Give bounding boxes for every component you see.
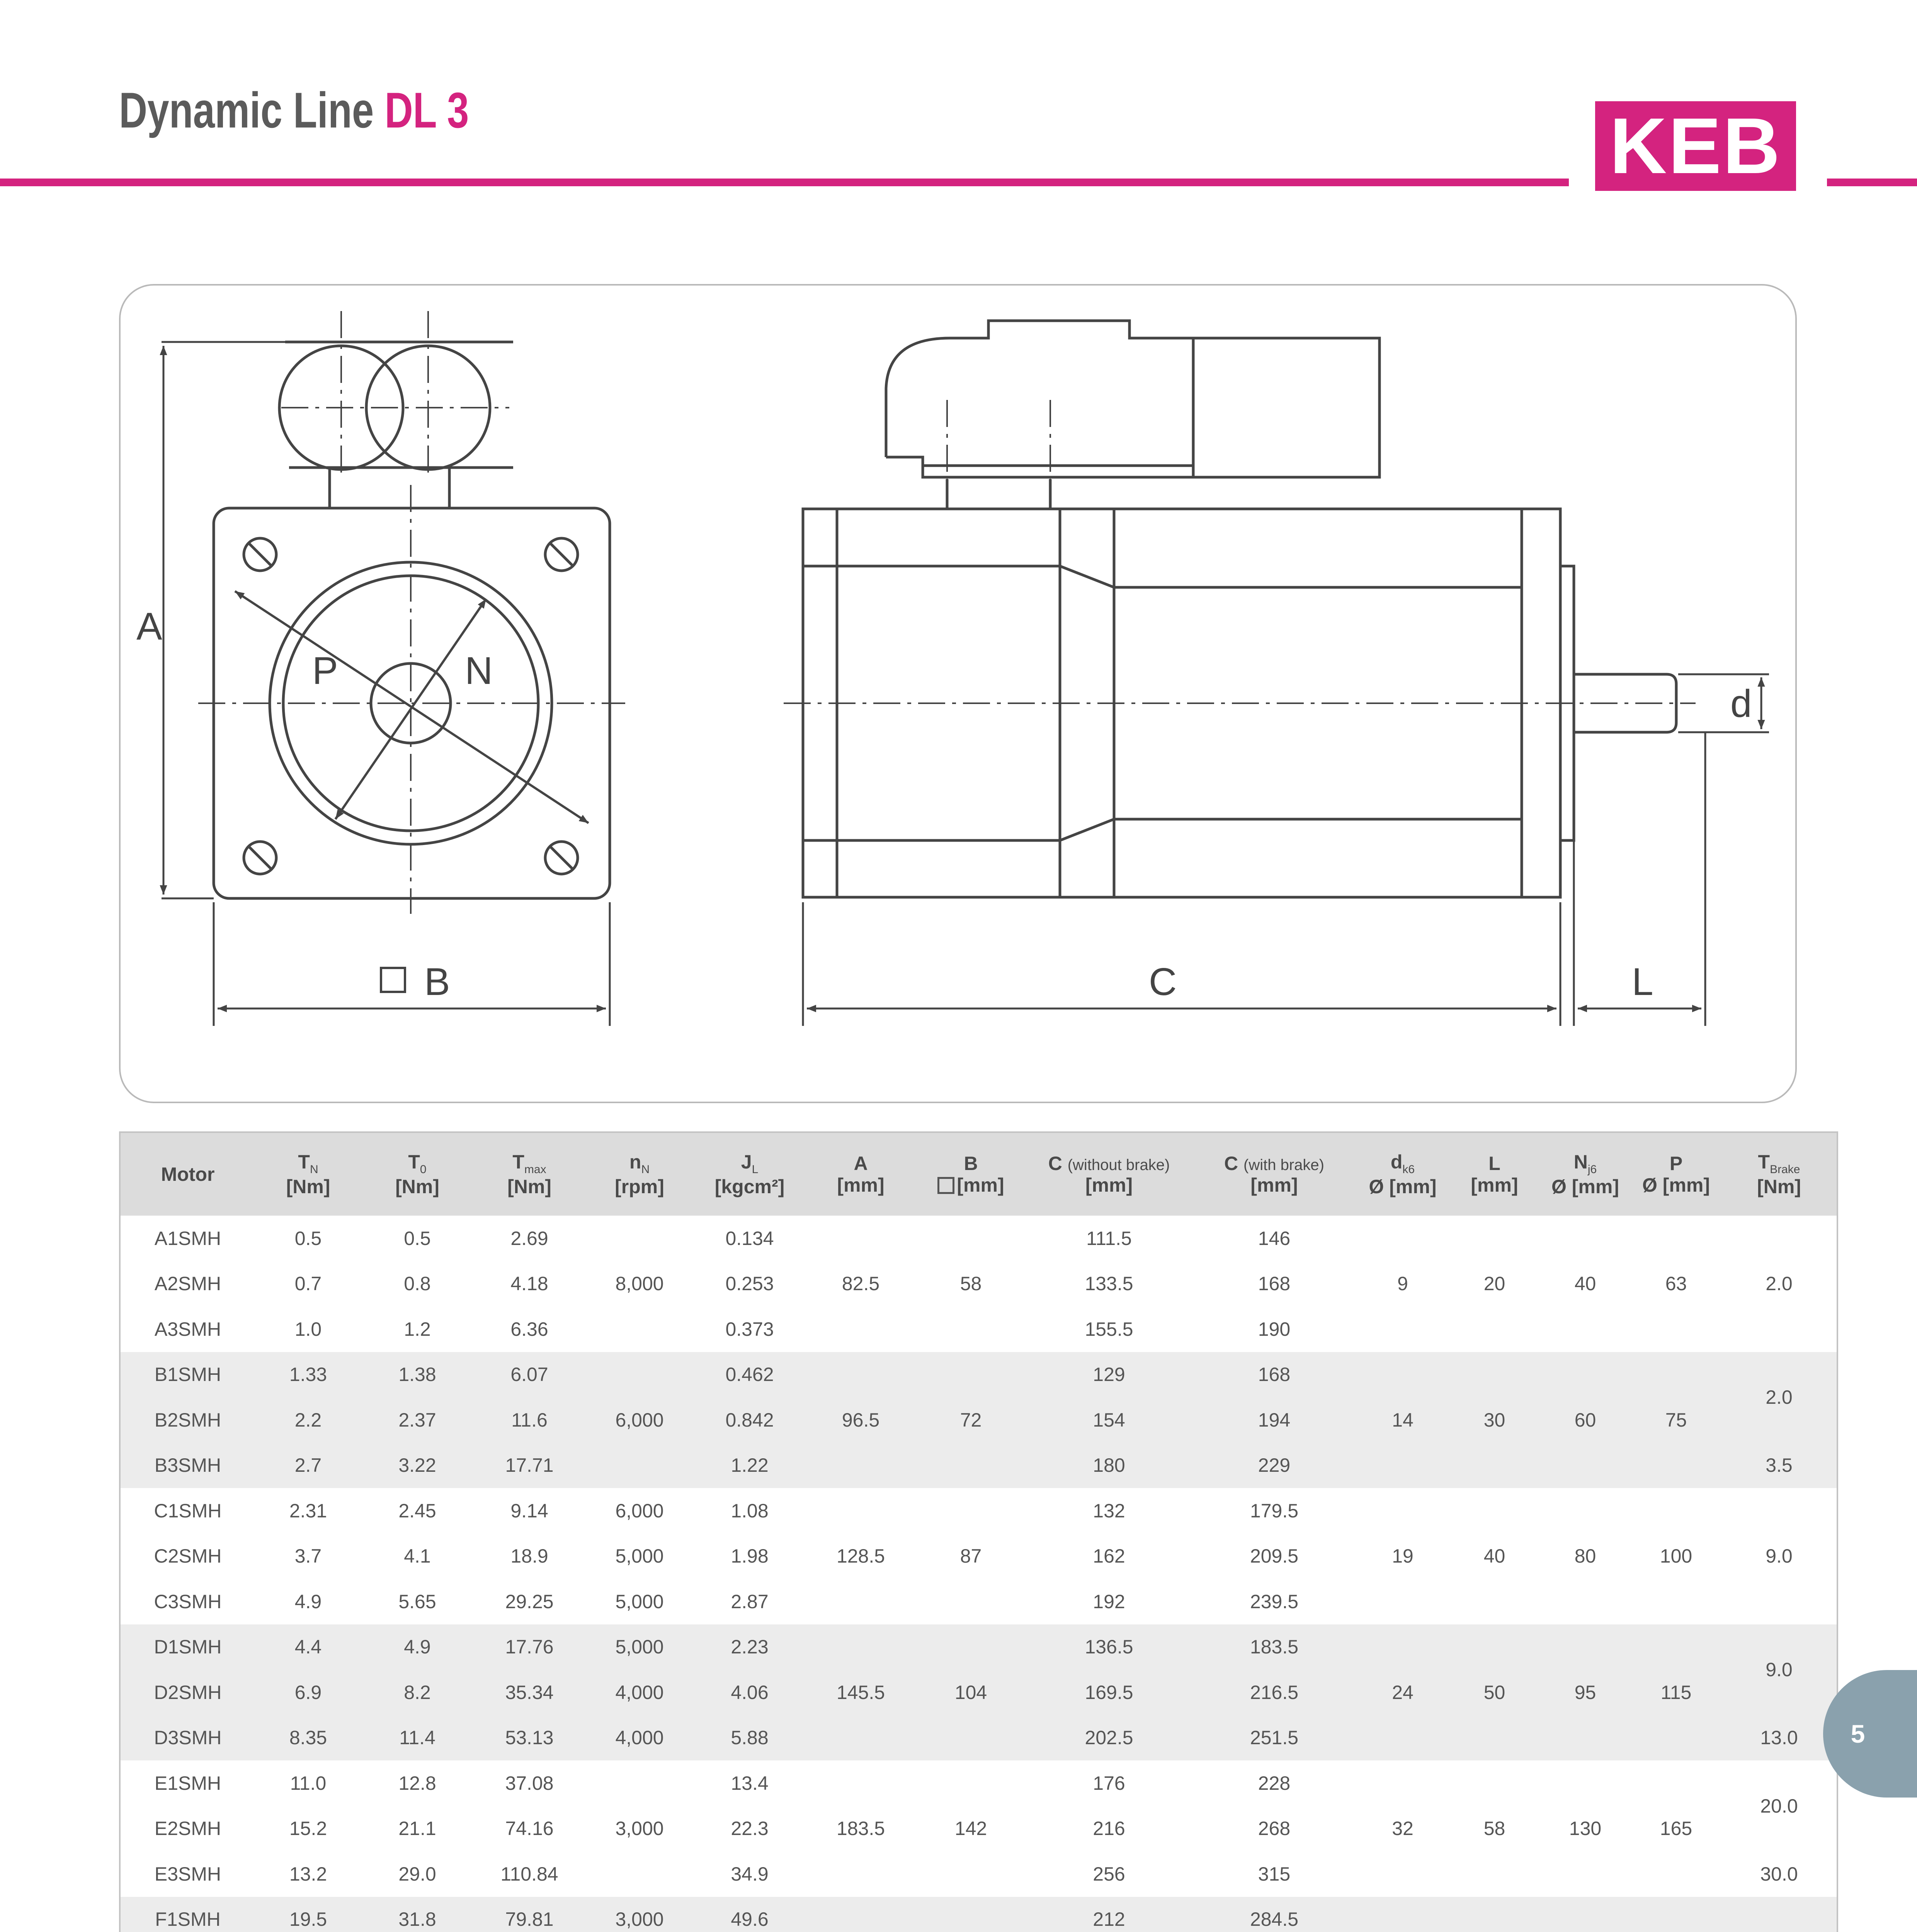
cell-l: 50	[1449, 1624, 1540, 1761]
cell-t0: 21.1	[398, 1818, 436, 1840]
header-text: d	[1390, 1151, 1403, 1173]
cell-c-without-brake: 202.5	[1026, 1715, 1192, 1761]
cell-jl: 34.9	[731, 1863, 769, 1885]
col-d	[1356, 1132, 1449, 1216]
header-text: max	[524, 1163, 546, 1176]
header-text: Ø [mm]	[1551, 1176, 1619, 1198]
table-row	[120, 1216, 1837, 1261]
cell-a: 128.5	[836, 1545, 885, 1567]
col-nn	[585, 1132, 694, 1216]
cell-tmax: 79.81	[473, 1897, 585, 1932]
cell-c-with-brake: 239.5	[1250, 1590, 1299, 1612]
table-row	[120, 1760, 1837, 1806]
cell-tmax: 18.9	[510, 1545, 548, 1567]
cell-tn: 1.33	[255, 1352, 361, 1398]
cell-p	[1631, 1897, 1721, 1932]
cell-c-without-brake: 162	[1093, 1545, 1125, 1567]
cell-c-without-brake: 212	[1026, 1897, 1192, 1932]
cell-c-with-brake: 168	[1192, 1352, 1356, 1398]
cell-tbrake	[1721, 1897, 1837, 1932]
cell-l: 58	[1483, 1818, 1505, 1840]
cell-tbrake: 2.0	[1766, 1273, 1793, 1295]
header-text: L	[752, 1163, 759, 1176]
cell-tn: 8.35	[255, 1715, 361, 1761]
cell-c-with-brake: 209.5	[1250, 1545, 1299, 1567]
header-text: 0	[420, 1163, 427, 1176]
cell-nn: 3,000	[615, 1818, 664, 1840]
page-title	[119, 81, 469, 139]
cell-c-with-brake: 146	[1258, 1227, 1291, 1249]
cell-tmax: 110.84	[500, 1863, 558, 1885]
cell-d: 24	[1356, 1624, 1449, 1761]
cell-motor: E3SMH	[154, 1863, 221, 1885]
header-text: Ø [mm]	[1369, 1176, 1437, 1198]
header-text: [rpm]	[615, 1176, 664, 1198]
cell-a: 82.5	[842, 1273, 880, 1295]
motor-dimension-drawing	[119, 284, 1797, 1103]
header-text: k6	[1402, 1163, 1415, 1176]
cell-c-without-brake: 129	[1026, 1352, 1192, 1398]
cell-t0: 31.8	[361, 1897, 473, 1932]
cell-tmax: 29.25	[505, 1590, 554, 1612]
cell-c-with-brake: 251.5	[1192, 1715, 1356, 1761]
col-c-without-brake	[1026, 1132, 1192, 1216]
cell-tn: 13.2	[289, 1863, 327, 1885]
cell-tn: 2.31	[289, 1500, 327, 1522]
plug-connector	[1193, 338, 1379, 477]
cell-motor: B2SMH	[120, 1397, 255, 1443]
header-text: B	[964, 1153, 978, 1174]
cell-tn: 2.7	[255, 1443, 361, 1488]
cell-tn: 2.2	[255, 1397, 361, 1443]
cell-tmax: 17.71	[473, 1443, 585, 1488]
cell-motor: C3SMH	[154, 1590, 222, 1612]
cell-c-without-brake: 180	[1026, 1443, 1192, 1488]
cell-nn: 5,000	[615, 1590, 664, 1612]
col-tn	[255, 1132, 361, 1216]
cell-n: 60	[1540, 1352, 1631, 1488]
header-text: Ø [mm]	[1642, 1174, 1710, 1196]
cell-tbrake: 2.0	[1721, 1352, 1837, 1443]
cell-jl: 4.06	[694, 1670, 806, 1715]
cell-jl: 2.23	[694, 1624, 806, 1670]
cell-jl: 0.462	[694, 1352, 806, 1398]
cell-c-without-brake: 133.5	[1085, 1273, 1133, 1295]
label-a: A	[136, 605, 162, 648]
header-text: [kgcm²]	[714, 1176, 785, 1198]
cell-nn: 4,000	[585, 1715, 694, 1761]
cell-motor: E1SMH	[154, 1772, 221, 1794]
cell-tn: 11.0	[290, 1772, 327, 1794]
header-text: [mm]	[837, 1174, 885, 1196]
cell-t0: 3.22	[361, 1443, 473, 1488]
header-text: [mm]	[1250, 1174, 1298, 1196]
cell-c-with-brake: 284.5	[1192, 1897, 1356, 1932]
title-main: Dynamic Line	[119, 82, 374, 138]
cell-c-with-brake: 228	[1258, 1772, 1291, 1794]
cell-b: 104	[916, 1624, 1026, 1761]
header-text: T	[1758, 1151, 1770, 1173]
cell-t0: 4.9	[361, 1624, 473, 1670]
cell-a: 96.5	[806, 1352, 916, 1488]
cell-motor: F1SMH	[120, 1897, 255, 1932]
cell-jl: 13.4	[731, 1772, 769, 1794]
label-b: B	[424, 960, 450, 1003]
cell-c-without-brake: 132	[1093, 1500, 1125, 1522]
cell-b	[916, 1897, 1026, 1932]
cell-tmax: 37.08	[505, 1772, 554, 1794]
table-header-row	[120, 1132, 1837, 1216]
cell-t0: 0.5	[404, 1227, 431, 1249]
cell-p: 75	[1631, 1352, 1721, 1488]
cell-l: 30	[1449, 1352, 1540, 1488]
cell-n: 40	[1574, 1273, 1596, 1295]
square-icon	[937, 1177, 954, 1194]
header-text: N	[641, 1163, 650, 1176]
cell-c-with-brake: 268	[1258, 1818, 1291, 1840]
table-body	[120, 1216, 1837, 1932]
cell-jl: 0.253	[725, 1273, 774, 1295]
cell-tbrake: 9.0	[1721, 1624, 1837, 1715]
cell-c-without-brake: 155.5	[1085, 1318, 1133, 1340]
cell-t0: 1.38	[361, 1352, 473, 1398]
col-p	[1631, 1132, 1721, 1216]
cell-jl: 1.22	[694, 1443, 806, 1488]
cell-c-without-brake: 169.5	[1026, 1670, 1192, 1715]
cell-a: 183.5	[836, 1818, 885, 1840]
cell-t0: 2.45	[398, 1500, 436, 1522]
cell-c-with-brake: 179.5	[1250, 1500, 1299, 1522]
cell-nn: 5,000	[615, 1545, 664, 1567]
col-motor-label: Motor	[161, 1163, 215, 1185]
cell-n: 95	[1540, 1624, 1631, 1761]
cell-t0: 8.2	[361, 1670, 473, 1715]
header-text: [Nm]	[1757, 1176, 1801, 1198]
header-text: [mm]	[957, 1174, 1004, 1196]
cell-tn: 19.5	[255, 1897, 361, 1932]
cell-t0: 2.37	[361, 1397, 473, 1443]
cell-c-with-brake: 194	[1192, 1397, 1356, 1443]
cell-c-without-brake: 154	[1026, 1397, 1192, 1443]
cell-motor: B1SMH	[120, 1352, 255, 1398]
front-centerlines	[198, 311, 625, 914]
keb-logo	[1595, 101, 1796, 191]
cell-c-without-brake: 216	[1093, 1818, 1125, 1840]
cell-jl: 1.98	[731, 1545, 769, 1567]
label-p: P	[312, 649, 338, 692]
cell-d: 9	[1397, 1273, 1408, 1295]
logo-text: KEB	[1609, 102, 1782, 190]
cell-tbrake: 9.0	[1766, 1545, 1793, 1567]
cell-p: 165	[1660, 1818, 1692, 1840]
cell-tmax: 53.13	[473, 1715, 585, 1761]
cell-motor: D1SMH	[120, 1624, 255, 1670]
header-text: j6	[1587, 1163, 1597, 1176]
cell-motor: B3SMH	[120, 1443, 255, 1488]
col-l	[1449, 1132, 1540, 1216]
cell-jl: 0.134	[725, 1227, 774, 1249]
cell-c-with-brake: 190	[1258, 1318, 1291, 1340]
header-text: T	[408, 1151, 420, 1173]
cell-p: 63	[1665, 1273, 1687, 1295]
col-jl	[694, 1132, 806, 1216]
cell-tbrake: 20.0	[1760, 1795, 1798, 1817]
cell-l	[1449, 1897, 1540, 1932]
cell-p: 115	[1631, 1624, 1721, 1761]
cell-tn: 4.4	[255, 1624, 361, 1670]
table-row	[120, 1352, 1837, 1398]
cell-motor: D3SMH	[120, 1715, 255, 1761]
cell-motor: A3SMH	[154, 1318, 221, 1340]
cell-tn: 0.5	[294, 1227, 322, 1249]
cell-d: 19	[1392, 1545, 1414, 1567]
cell-a	[806, 1897, 916, 1932]
cell-t0: 1.2	[404, 1318, 431, 1340]
cell-motor: C2SMH	[154, 1545, 222, 1567]
cell-t0: 4.1	[404, 1545, 431, 1567]
cell-tn: 1.0	[294, 1318, 322, 1340]
header-text: N	[1573, 1151, 1588, 1173]
cell-d: 14	[1356, 1352, 1449, 1488]
cell-b: 87	[960, 1545, 982, 1567]
cell-nn: 6,000	[585, 1352, 694, 1488]
label-n: N	[465, 649, 493, 692]
cell-nn: 6,000	[615, 1500, 664, 1522]
motor-spec-table	[119, 1131, 1838, 1932]
header-text: C	[1048, 1153, 1062, 1174]
header-text: [Nm]	[395, 1176, 439, 1198]
cell-jl: 49.6	[694, 1897, 806, 1932]
col-tmax	[473, 1132, 585, 1216]
header-text: T	[512, 1151, 524, 1173]
cell-tmax: 6.07	[473, 1352, 585, 1398]
label-d: d	[1730, 682, 1752, 725]
header-text: N	[310, 1163, 318, 1176]
cell-tbrake: 30.0	[1760, 1863, 1798, 1885]
cell-tmax: 17.76	[473, 1624, 585, 1670]
cell-b: 58	[960, 1273, 982, 1295]
cell-t0: 29.0	[398, 1863, 436, 1885]
cell-c-with-brake: 229	[1192, 1443, 1356, 1488]
col-tbrake	[1721, 1132, 1837, 1216]
cell-c-with-brake: 216.5	[1192, 1670, 1356, 1715]
col-c-with-brake	[1192, 1132, 1356, 1216]
cell-c-without-brake: 111.5	[1086, 1227, 1132, 1249]
header-text: [Nm]	[286, 1176, 330, 1198]
cell-motor: D2SMH	[120, 1670, 255, 1715]
dimension-b	[214, 902, 610, 1026]
cell-jl: 0.373	[725, 1318, 774, 1340]
cell-c-without-brake: 192	[1093, 1590, 1125, 1612]
cell-tn: 0.7	[294, 1273, 322, 1295]
header-text: Brake	[1770, 1163, 1800, 1176]
cell-jl: 1.08	[731, 1500, 769, 1522]
side-centerlines	[784, 400, 1696, 703]
cell-n: 80	[1574, 1545, 1596, 1567]
table-row	[120, 1624, 1837, 1670]
header-text: C	[1224, 1153, 1238, 1174]
col-b	[916, 1132, 1026, 1216]
header-text: (without brake)	[1067, 1156, 1170, 1173]
cell-nn: 8,000	[615, 1273, 664, 1295]
cell-d	[1356, 1897, 1449, 1932]
header-text: [mm]	[1471, 1174, 1518, 1196]
cell-b: 72	[916, 1352, 1026, 1488]
cell-tbrake: 13.0	[1721, 1715, 1837, 1761]
cell-tn: 4.9	[294, 1590, 322, 1612]
dimension-c-l	[803, 732, 1705, 1026]
col-motor	[120, 1132, 255, 1216]
angle-plug	[886, 321, 1379, 457]
cell-b: 142	[954, 1818, 987, 1840]
cell-c-without-brake: 256	[1093, 1863, 1125, 1885]
side-view	[803, 321, 1676, 897]
cell-jl: 5.88	[694, 1715, 806, 1761]
cell-tmax: 9.14	[510, 1500, 548, 1522]
cell-c-with-brake: 315	[1258, 1863, 1291, 1885]
header-rule-right	[1827, 179, 1917, 186]
header-text: n	[629, 1151, 641, 1173]
cell-n: 130	[1569, 1818, 1602, 1840]
header-text: J	[741, 1151, 752, 1173]
cell-nn: 3,000	[585, 1897, 694, 1932]
cell-c-with-brake: 183.5	[1192, 1624, 1356, 1670]
pilot-inner	[283, 576, 538, 831]
header-text: P	[1669, 1153, 1683, 1174]
header-text: A	[854, 1153, 868, 1174]
header-text: L	[1488, 1153, 1500, 1174]
header-text: (with brake)	[1243, 1156, 1324, 1173]
page-number: 5	[1851, 1719, 1865, 1748]
header-rule-left	[0, 179, 1569, 186]
cell-t0: 12.8	[398, 1772, 436, 1794]
cell-t0: 5.65	[398, 1590, 436, 1612]
col-a	[806, 1132, 916, 1216]
table-row	[120, 1488, 1837, 1534]
col-n	[1540, 1132, 1631, 1216]
cell-a: 145.5	[806, 1624, 916, 1761]
cell-t0: 11.4	[361, 1715, 473, 1761]
col-t0	[361, 1132, 473, 1216]
cell-c-without-brake: 136.5	[1026, 1624, 1192, 1670]
cell-l: 20	[1483, 1273, 1505, 1295]
header-text: T	[298, 1151, 310, 1173]
cell-jl: 22.3	[731, 1818, 769, 1840]
cell-tmax: 74.16	[505, 1818, 554, 1840]
cell-motor: A2SMH	[154, 1273, 221, 1295]
table-row	[120, 1897, 1837, 1932]
cell-tbrake: 3.5	[1721, 1443, 1837, 1488]
cell-jl: 2.87	[731, 1590, 769, 1612]
cell-n	[1540, 1897, 1631, 1932]
header-text: [mm]	[1085, 1174, 1133, 1196]
cell-tmax: 11.6	[473, 1397, 585, 1443]
cell-tmax: 35.34	[473, 1670, 585, 1715]
cell-tn: 6.9	[255, 1670, 361, 1715]
cell-tn: 15.2	[289, 1818, 327, 1840]
label-c: C	[1149, 960, 1177, 1003]
cell-motor: C1SMH	[154, 1500, 222, 1522]
cell-tn: 3.7	[294, 1545, 322, 1567]
cell-t0: 0.8	[404, 1273, 431, 1295]
cell-nn: 4,000	[585, 1670, 694, 1715]
cell-d: 32	[1392, 1818, 1414, 1840]
cell-p: 100	[1660, 1545, 1692, 1567]
cell-l: 40	[1483, 1545, 1505, 1567]
cell-c-with-brake: 168	[1258, 1273, 1291, 1295]
cell-tmax: 2.69	[510, 1227, 548, 1249]
header-text: [Nm]	[507, 1176, 551, 1198]
front-view	[214, 342, 610, 898]
cell-motor: A1SMH	[154, 1227, 221, 1249]
cell-tmax: 4.18	[510, 1273, 548, 1295]
cell-nn: 5,000	[585, 1624, 694, 1670]
cell-c-without-brake: 176	[1093, 1772, 1125, 1794]
cell-tmax: 6.36	[510, 1318, 548, 1340]
cell-jl: 0.842	[694, 1397, 806, 1443]
label-l: L	[1632, 960, 1653, 1003]
cell-motor: E2SMH	[154, 1818, 221, 1840]
title-accent: DL 3	[384, 82, 469, 138]
